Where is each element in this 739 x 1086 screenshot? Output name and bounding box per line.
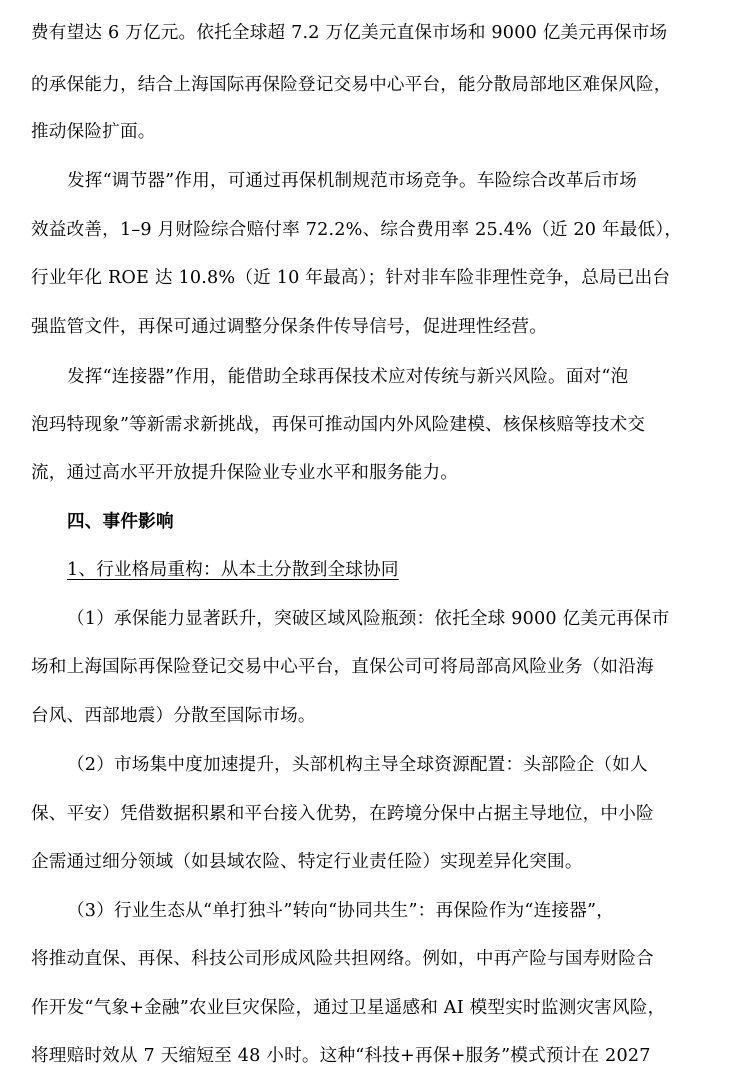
paragraph-line: 台风、西部地震）分散至国际市场。 bbox=[31, 706, 316, 726]
paragraph-line: 保、平安）凭借数据积累和平台接入优势，在跨境分保中占据主导地位，中小险 bbox=[31, 804, 654, 824]
paragraph-line: 企需通过细分领域（如县域农险、特定行业责任险）实现差异化突围。 bbox=[31, 852, 583, 872]
paragraph-line: 费有望达 6 万亿元。依托全球超 7.2 万亿美元直保市场和 9000 亿美元再保市场 bbox=[31, 23, 668, 43]
paragraph-line: 将理赔时效从 7 天缩短至 48 小时。这种“科技+再保+服务”模式预计在 2027 bbox=[31, 1046, 651, 1066]
paragraph-line: （2）市场集中度加速提升，头部机构主导全球资源配置：头部险企（如人 bbox=[67, 755, 648, 775]
paragraph-line: 场和上海国际再保险登记交易中心平台，直保公司可将局部高风险业务（如沿海 bbox=[31, 657, 654, 677]
paragraph-line: 的承保能力，结合上海国际再保险登记交易中心平台，能分散局部地区难保风险， bbox=[31, 75, 672, 95]
paragraph-line: 强监管文件，再保可通过调整分保条件传导信号，促进理性经营。 bbox=[31, 317, 548, 337]
paragraph-line: （3）行业生态从“单打独斗”转向“协同共生”：再保险作为“连接器”， bbox=[67, 901, 614, 921]
paragraph-line: 将推动直保、再保、科技公司形成风险共担网络。例如，中再产险与国寿财险合 bbox=[31, 949, 654, 969]
paragraph-line: 发挥“连接器”作用，能借助全球再保技术应对传统与新兴风险。面对“泡 bbox=[67, 367, 629, 387]
section-heading: 四、事件影响 bbox=[67, 511, 174, 532]
paragraph-line: 效益改善，1–9 月财险综合赔付率 72.2%、综合费用率 25.4%（近 20 年最低）， bbox=[31, 220, 683, 240]
paragraph-line: 行业年化 ROE 达 10.8%（近 10 年最高）；针对非车险非理性竞争，总局已出台 bbox=[31, 268, 671, 288]
paragraph-line: （1）承保能力显著跃升，突破区域风险瓶颈：依托全球 9000 亿美元再保市 bbox=[67, 609, 670, 629]
paragraph-line: 泡玛特现象”等新需求新挑战，再保可推动国内外风险建模、核保核赔等技术交 bbox=[31, 415, 646, 435]
paragraph-line: 作开发“气象+金融”农业巨灾保险，通过卫星遥感和 AI 模型实时监测灾害风险， bbox=[31, 998, 666, 1018]
paragraph-line: 发挥“调节器”作用，可通过再保机制规范市场竞争。车险综合改革后市场 bbox=[67, 171, 637, 191]
paragraph-line: 流，通过高水平开放提升保险业专业水平和服务能力。 bbox=[31, 463, 459, 483]
paragraph-line: 推动保险扩面。 bbox=[31, 122, 156, 142]
subsection-heading: 1、行业格局重构：从本土分散到全球协同 bbox=[67, 560, 399, 580]
